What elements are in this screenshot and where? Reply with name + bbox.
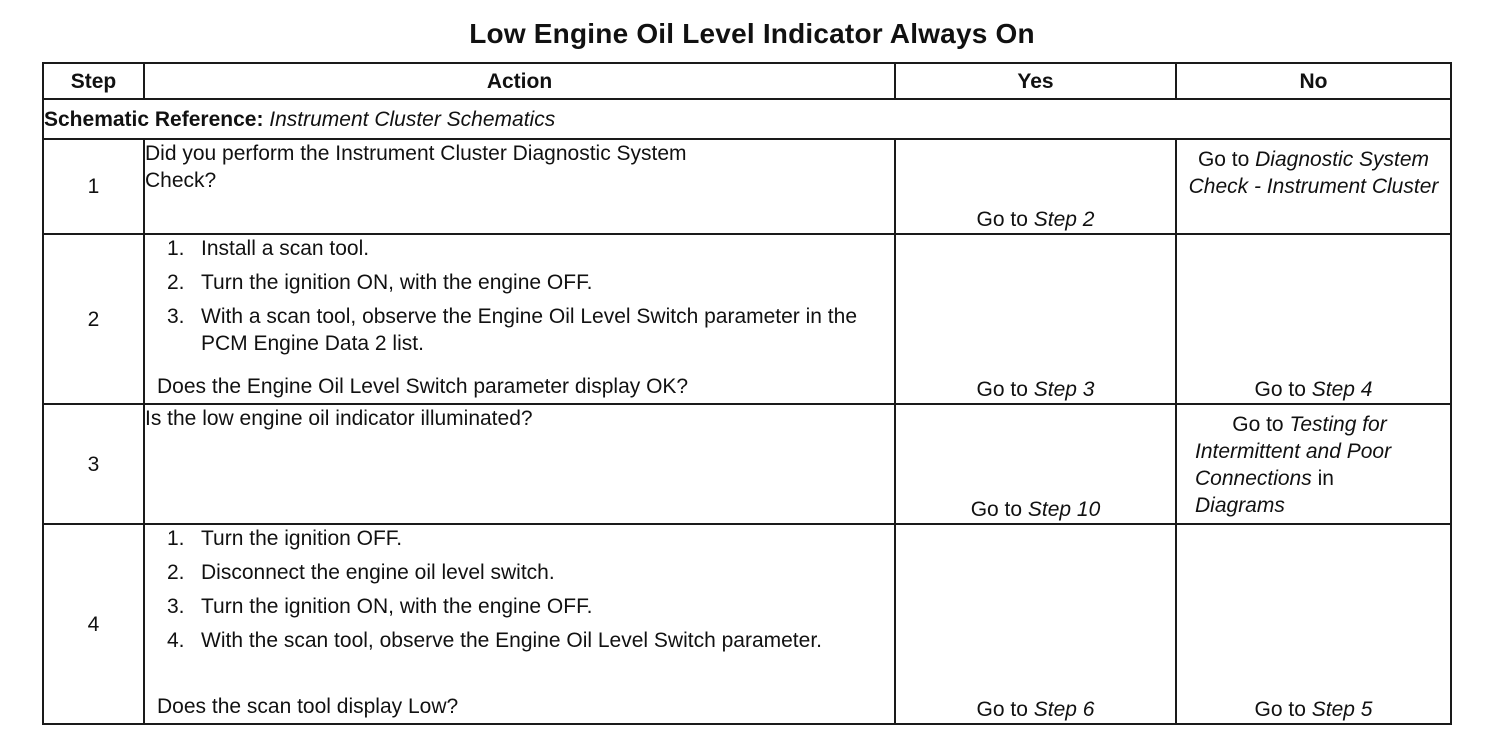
step-number: 1: [43, 139, 144, 234]
no-cell: [1176, 524, 1451, 724]
yes-step-link[interactable]: Step 2: [1033, 208, 1095, 231]
no-step-link[interactable]: Step 5: [1311, 698, 1373, 721]
list-item: 1. Turn the ignition OFF.: [167, 527, 403, 550]
no-link-part[interactable]: Testing for: [1289, 413, 1387, 436]
header-action: Action: [144, 63, 895, 99]
action-question: Does the scan tool display Low?: [157, 695, 459, 718]
header-step: Step: [43, 63, 144, 99]
action-cell: [144, 139, 895, 234]
step-number: 4: [43, 524, 144, 724]
schematic-reference-label: Schematic Reference:: [44, 107, 264, 131]
yes-cell: [895, 234, 1176, 404]
no-prefix: Go to: [1232, 413, 1290, 436]
no-prefix: Go to: [1254, 698, 1312, 721]
step-number: 2: [43, 234, 144, 404]
list-item: 4. With the scan tool, observe the Engine Oil Level Switch parameter.: [167, 629, 822, 652]
list-item: 2. Turn the ignition ON, with the engine OFF.: [167, 271, 593, 294]
yes-cell: [895, 524, 1176, 724]
no-cell: [1176, 234, 1451, 404]
no-step-link[interactable]: Step 4: [1311, 378, 1373, 401]
table-row: [43, 234, 1451, 404]
list-item: 3. Turn the ignition ON, with the engine OFF.: [167, 595, 593, 618]
header-row: [43, 63, 1451, 99]
table-row: [43, 404, 1451, 524]
no-prefix: Go to: [1254, 378, 1312, 401]
list-item: 1. Install a scan tool.: [167, 237, 370, 260]
yes-prefix: Go to: [976, 208, 1034, 231]
no-prefix: Go to: [1197, 148, 1256, 171]
table-row: [43, 139, 1451, 234]
list-item: 3. With a scan tool, observe the Engine Oil Level Switch parameter in the PCM Engine Data 2 list.: [167, 305, 858, 355]
schematic-reference-link[interactable]: Instrument Cluster Schematics: [269, 107, 556, 131]
action-question: Did you perform the Instrument Cluster Diagnostic System Check?: [145, 142, 687, 192]
action-cell: [144, 524, 895, 724]
no-middle-text: in: [1311, 467, 1334, 490]
yes-cell: [895, 404, 1176, 524]
page-title: Low Engine Oil Level Indicator Always On: [469, 18, 1035, 49]
yes-step-link[interactable]: Step 3: [1033, 378, 1095, 401]
procedure-list: [145, 525, 894, 654]
yes-prefix: Go to: [976, 378, 1034, 401]
no-cell: [1176, 139, 1451, 234]
action-question: Is the low engine oil indicator illuminated?: [145, 407, 533, 430]
no-step-link-2[interactable]: Diagrams: [1195, 494, 1285, 517]
no-step-link[interactable]: Diagnostic System Check - Instrument Cluster: [1188, 148, 1439, 198]
table-row: [43, 524, 1451, 724]
yes-prefix: Go to: [976, 698, 1034, 721]
step-number: 3: [43, 404, 144, 524]
schematic-reference: [43, 99, 1451, 139]
yes-prefix: Go to: [970, 498, 1028, 521]
header-yes: Yes: [895, 63, 1176, 99]
header-no: No: [1176, 63, 1451, 99]
procedure-list: [145, 235, 894, 357]
yes-cell: [895, 139, 1176, 234]
action-cell: [144, 404, 895, 524]
no-cell: [1176, 404, 1451, 524]
action-question: Does the Engine Oil Level Switch parameter display OK?: [157, 375, 689, 398]
action-cell: [144, 234, 895, 404]
list-item: 2. Disconnect the engine oil level switch.: [167, 561, 555, 584]
no-prefix-line: [1177, 411, 1442, 438]
yes-step-link[interactable]: Step 6: [1033, 698, 1095, 721]
schematic-reference-row: [43, 99, 1451, 139]
no-step-link[interactable]: Intermittent and Poor Connections: [1195, 440, 1392, 490]
diagnostic-table: [42, 62, 1452, 725]
yes-step-link[interactable]: Step 10: [1027, 498, 1101, 521]
